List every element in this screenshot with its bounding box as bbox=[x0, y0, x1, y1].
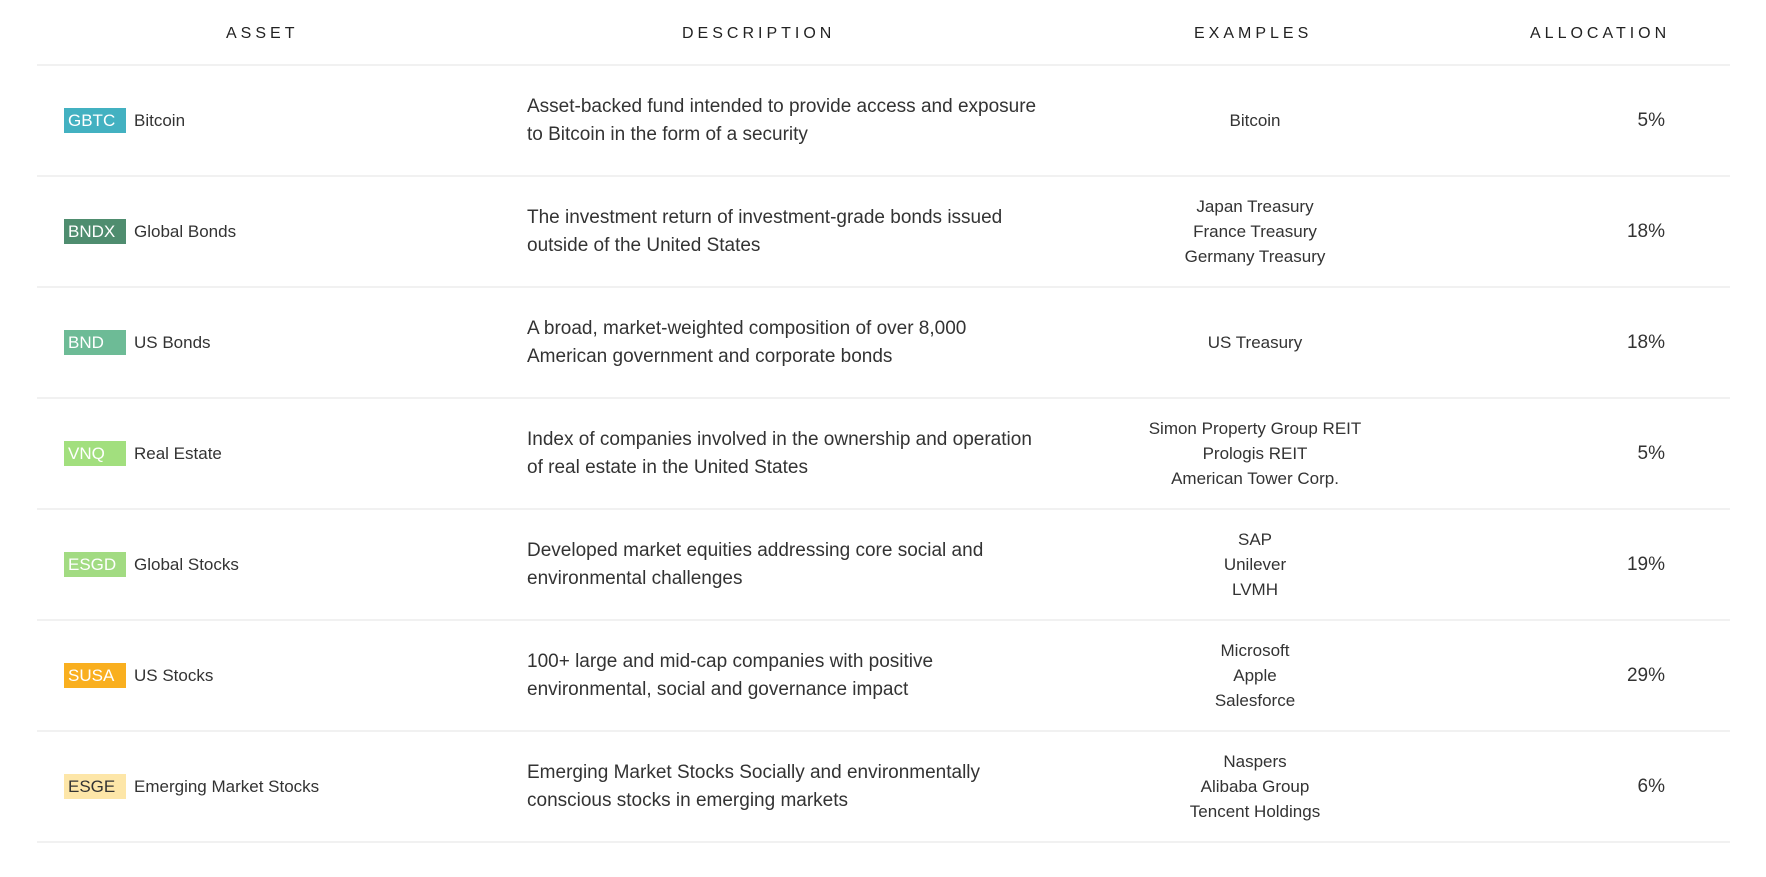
asset-cell bbox=[64, 177, 236, 286]
ticker-badge: BNDX bbox=[64, 219, 126, 244]
example-item: Simon Property Group REIT bbox=[1148, 419, 1362, 438]
description-text: Asset-backed fund intended to provide access and exposure to Bitcoin in the form of a security bbox=[527, 95, 1037, 145]
description-cell bbox=[527, 288, 1047, 397]
description-cell bbox=[527, 621, 1047, 730]
allocation-cell bbox=[1557, 510, 1665, 619]
allocation-value: 5% bbox=[1637, 109, 1665, 131]
allocation-cell bbox=[1557, 177, 1665, 286]
example-item: Japan Treasury bbox=[1196, 197, 1314, 216]
table-header bbox=[37, 0, 1730, 66]
asset-cell bbox=[64, 288, 211, 397]
example-item: Salesforce bbox=[1214, 691, 1296, 710]
description-text: Emerging Market Stocks Socially and environmentally conscious stocks in emerging markets bbox=[527, 761, 981, 811]
example-item: France Treasury bbox=[1193, 222, 1317, 241]
header-examples: EXAMPLES bbox=[1194, 25, 1313, 42]
description-text: 100+ large and mid-cap companies with positive environmental, social and governance impact bbox=[527, 650, 934, 700]
asset-cell bbox=[64, 732, 319, 841]
examples-cell bbox=[1117, 732, 1393, 841]
example-item: Alibaba Group bbox=[1200, 777, 1310, 796]
example-item: US Treasury bbox=[1207, 333, 1303, 352]
example-item: SAP bbox=[1237, 530, 1273, 549]
table-row bbox=[37, 66, 1730, 177]
table-row bbox=[37, 732, 1730, 843]
table-row bbox=[37, 510, 1730, 621]
ticker-badge: ESGE bbox=[64, 774, 126, 799]
table-row bbox=[37, 399, 1730, 510]
description-text: Index of companies involved in the ownership and operation of real estate in the United States bbox=[527, 428, 1032, 478]
allocation-value: 6% bbox=[1637, 775, 1665, 797]
examples-cell bbox=[1117, 510, 1393, 619]
examples-cell bbox=[1117, 66, 1393, 175]
asset-name: Real Estate bbox=[134, 443, 222, 463]
header-allocation: ALLOCATION bbox=[1530, 25, 1671, 42]
example-item: Microsoft bbox=[1220, 641, 1290, 660]
table-row bbox=[37, 177, 1730, 288]
ticker-badge: ESGD bbox=[64, 552, 126, 577]
examples-cell bbox=[1117, 621, 1393, 730]
examples-cell bbox=[1117, 399, 1393, 508]
allocation-cell bbox=[1557, 732, 1665, 841]
table-row bbox=[37, 288, 1730, 399]
description-cell bbox=[527, 399, 1047, 508]
allocation-value: 18% bbox=[1626, 220, 1665, 242]
examples-cell bbox=[1117, 288, 1393, 397]
asset-cell bbox=[64, 621, 213, 730]
allocation-cell bbox=[1557, 66, 1665, 175]
examples-cell bbox=[1117, 177, 1393, 286]
asset-name: Emerging Market Stocks bbox=[134, 776, 320, 796]
example-item: Naspers bbox=[1223, 752, 1287, 771]
description-cell bbox=[527, 66, 1047, 175]
table-row bbox=[37, 621, 1730, 732]
header-description: DESCRIPTION bbox=[682, 25, 836, 42]
allocation-cell bbox=[1557, 621, 1665, 730]
allocation-table bbox=[37, 0, 1730, 843]
asset-name: Bitcoin bbox=[134, 110, 186, 130]
allocation-value: 18% bbox=[1626, 331, 1665, 353]
asset-cell bbox=[64, 66, 185, 175]
example-item: LVMH bbox=[1232, 580, 1278, 599]
description-cell bbox=[527, 732, 1047, 841]
asset-name: US Bonds bbox=[134, 332, 211, 352]
header-asset: ASSET bbox=[226, 25, 299, 42]
ticker-badge: VNQ bbox=[64, 441, 126, 466]
example-item: Prologis REIT bbox=[1202, 444, 1308, 463]
ticker-badge: BND bbox=[64, 330, 126, 355]
example-item: Apple bbox=[1233, 666, 1277, 685]
asset-name: Global Bonds bbox=[134, 221, 237, 241]
allocation-cell bbox=[1557, 288, 1665, 397]
example-item: Tencent Holdings bbox=[1189, 802, 1321, 821]
allocation-value: 29% bbox=[1626, 664, 1665, 686]
allocation-value: 19% bbox=[1626, 553, 1665, 575]
description-text: A broad, market-weighted composition of over 8,000 American government and corporate bonds bbox=[527, 317, 967, 367]
example-item: Unilever bbox=[1223, 555, 1287, 574]
asset-cell bbox=[64, 399, 222, 508]
asset-name: Global Stocks bbox=[134, 554, 239, 574]
asset-name: US Stocks bbox=[134, 665, 214, 685]
description-text: Developed market equities addressing core social and environmental challenges bbox=[527, 539, 984, 589]
allocation-cell bbox=[1557, 399, 1665, 508]
description-cell bbox=[527, 510, 1047, 619]
description-cell bbox=[527, 177, 1047, 286]
example-item: American Tower Corp. bbox=[1171, 469, 1339, 488]
example-item: Bitcoin bbox=[1229, 111, 1281, 130]
asset-cell bbox=[64, 510, 239, 619]
ticker-badge: SUSA bbox=[64, 663, 126, 688]
ticker-badge: GBTC bbox=[64, 108, 126, 133]
description-text: The investment return of investment-grade bonds issued outside of the United States bbox=[527, 206, 1003, 256]
allocation-value: 5% bbox=[1637, 442, 1665, 464]
example-item: Germany Treasury bbox=[1184, 247, 1326, 266]
